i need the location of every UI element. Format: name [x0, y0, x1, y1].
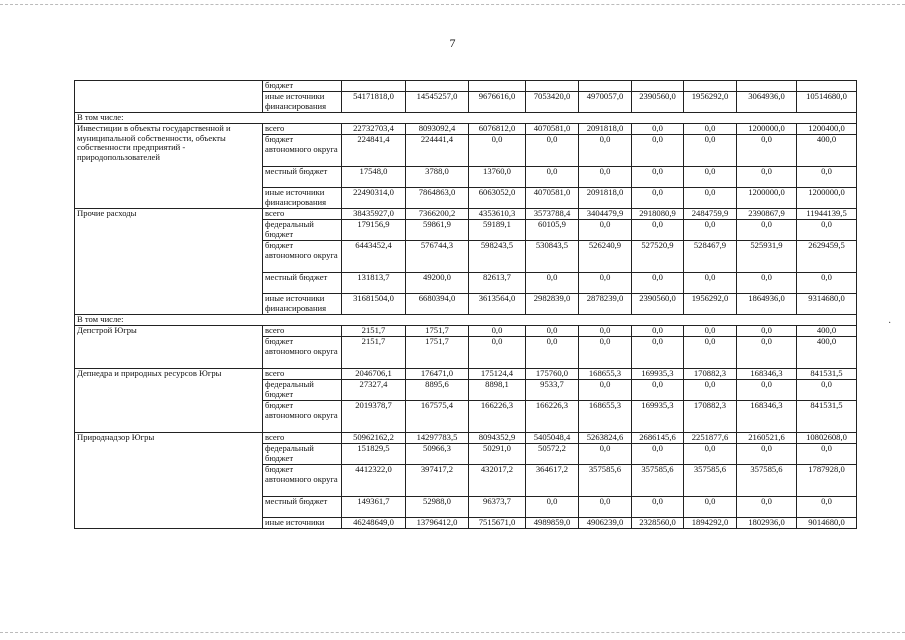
value-cell: 168346,3 [737, 369, 797, 380]
value-cell [737, 81, 797, 92]
value-cell: 0,0 [737, 273, 797, 294]
value-cell: 8094352,9 [469, 433, 526, 444]
value-cell: 1200000,0 [797, 188, 857, 209]
value-cell: 2091818,0 [579, 188, 632, 209]
value-cell: 151829,5 [342, 444, 406, 465]
value-cell [684, 81, 737, 92]
value-cell: 0,0 [737, 220, 797, 241]
value-cell: 166226,3 [526, 401, 579, 433]
value-cell: 0,0 [526, 273, 579, 294]
value-cell: 2390867,9 [737, 209, 797, 220]
value-cell: 397417,2 [406, 465, 469, 497]
value-cell: 0,0 [797, 444, 857, 465]
value-cell: 168655,3 [579, 369, 632, 380]
value-cell: 0,0 [526, 135, 579, 167]
value-cell: 9014680,0 [797, 518, 857, 529]
value-cell: 400,0 [797, 326, 857, 337]
value-cell: 357585,6 [737, 465, 797, 497]
value-cell: 38435927,0 [342, 209, 406, 220]
value-cell: 4353610,3 [469, 209, 526, 220]
value-cell: 0,0 [684, 135, 737, 167]
value-cell: 0,0 [579, 273, 632, 294]
value-cell: 96373,7 [469, 497, 526, 518]
value-cell: 176471,0 [406, 369, 469, 380]
value-cell: 0,0 [579, 380, 632, 401]
value-cell: 0,0 [684, 337, 737, 369]
value-cell: 0,0 [632, 167, 684, 188]
value-cell: 4412322,0 [342, 465, 406, 497]
value-cell: 13796412,0 [406, 518, 469, 529]
value-cell: 0,0 [579, 135, 632, 167]
funding-source-cell: местный бюджет [263, 167, 342, 188]
item-name-cell: Депнедра и природных ресурсов Югры [75, 369, 263, 433]
value-cell: 0,0 [632, 326, 684, 337]
value-cell: 17548,0 [342, 167, 406, 188]
item-name-cell [75, 81, 263, 113]
value-cell: 6076812,0 [469, 124, 526, 135]
funding-source-cell: иные источники финансирования [263, 294, 342, 315]
table-row [75, 124, 857, 135]
funding-source-cell: федеральный бюджет [263, 444, 342, 465]
value-cell: 2982839,0 [526, 294, 579, 315]
value-cell: 50962162,2 [342, 433, 406, 444]
value-cell: 166226,3 [469, 401, 526, 433]
value-cell: 0,0 [797, 273, 857, 294]
funding-source-cell: бюджет автономного округа [263, 337, 342, 369]
value-cell: 432017,2 [469, 465, 526, 497]
value-cell: 179156,9 [342, 220, 406, 241]
value-cell: 576744,3 [406, 241, 469, 273]
value-cell: 0,0 [684, 497, 737, 518]
scan-edge-top [0, 4, 905, 5]
value-cell: 4970057,0 [579, 92, 632, 113]
funding-source-cell: бюджет автономного округа [263, 135, 342, 167]
value-cell: 0,0 [579, 326, 632, 337]
table-row [75, 209, 857, 220]
value-cell: 3404479,9 [579, 209, 632, 220]
value-cell: 0,0 [737, 380, 797, 401]
value-cell: 0,0 [632, 380, 684, 401]
value-cell: 0,0 [526, 326, 579, 337]
value-cell: 4906239,0 [579, 518, 632, 529]
value-cell: 175760,0 [526, 369, 579, 380]
value-cell [526, 81, 579, 92]
value-cell: 2484759,9 [684, 209, 737, 220]
value-cell [469, 81, 526, 92]
funding-source-cell: всего [263, 326, 342, 337]
value-cell: 4070581,0 [526, 188, 579, 209]
item-name-cell: Депстрой Югры [75, 326, 263, 369]
value-cell: 1802936,0 [737, 518, 797, 529]
value-cell: 2151,7 [342, 326, 406, 337]
section-heading: В том числе: [75, 113, 857, 124]
value-cell: 3064936,0 [737, 92, 797, 113]
value-cell: 8093092,4 [406, 124, 469, 135]
value-cell: 50572,2 [526, 444, 579, 465]
value-cell: 169935,3 [632, 401, 684, 433]
value-cell: 50966,3 [406, 444, 469, 465]
value-cell: 31681504,0 [342, 294, 406, 315]
value-cell: 0,0 [737, 326, 797, 337]
value-cell: 0,0 [737, 337, 797, 369]
value-cell: 0,0 [737, 135, 797, 167]
value-cell: 0,0 [579, 167, 632, 188]
value-cell: 7366200,2 [406, 209, 469, 220]
value-cell: 400,0 [797, 135, 857, 167]
value-cell: 0,0 [632, 135, 684, 167]
value-cell: 0,0 [579, 337, 632, 369]
value-cell: 5405048,4 [526, 433, 579, 444]
value-cell: 22732703,4 [342, 124, 406, 135]
funding-source-cell: бюджет автономного округа [263, 465, 342, 497]
value-cell: 0,0 [797, 497, 857, 518]
value-cell: 0,0 [632, 337, 684, 369]
value-cell: 0,0 [632, 497, 684, 518]
value-cell: 82613,7 [469, 273, 526, 294]
value-cell: 14545257,0 [406, 92, 469, 113]
value-cell: 525931,9 [737, 241, 797, 273]
margin-mark: · [888, 318, 892, 329]
value-cell: 10802608,0 [797, 433, 857, 444]
value-cell: 530843,5 [526, 241, 579, 273]
value-cell: 9533,7 [526, 380, 579, 401]
value-cell: 2019378,7 [342, 401, 406, 433]
value-cell: 224841,4 [342, 135, 406, 167]
value-cell: 131813,7 [342, 273, 406, 294]
value-cell: 1787928,0 [797, 465, 857, 497]
value-cell: 2918080,9 [632, 209, 684, 220]
value-cell: 0,0 [737, 497, 797, 518]
value-cell: 2878239,0 [579, 294, 632, 315]
value-cell [342, 81, 406, 92]
value-cell: 2160521,6 [737, 433, 797, 444]
value-cell: 0,0 [632, 188, 684, 209]
value-cell: 27327,4 [342, 380, 406, 401]
value-cell: 0,0 [579, 220, 632, 241]
value-cell: 6680394,0 [406, 294, 469, 315]
table-row [75, 326, 857, 337]
value-cell: 2390560,0 [632, 294, 684, 315]
value-cell: 6443452,4 [342, 241, 406, 273]
value-cell: 8898,1 [469, 380, 526, 401]
value-cell: 1864936,0 [737, 294, 797, 315]
value-cell: 0,0 [632, 124, 684, 135]
value-cell: 528467,9 [684, 241, 737, 273]
table-row [75, 433, 857, 444]
section-row [75, 315, 857, 326]
item-name-cell: Прочие расходы [75, 209, 263, 315]
funding-source-cell: федеральный бюджет [263, 380, 342, 401]
value-cell: 357585,6 [579, 465, 632, 497]
value-cell: 0,0 [684, 124, 737, 135]
funding-source-cell: бюджет автономного округа [263, 401, 342, 433]
value-cell: 0,0 [632, 273, 684, 294]
value-cell: 49200,0 [406, 273, 469, 294]
value-cell: 0,0 [684, 220, 737, 241]
value-cell: 168655,3 [579, 401, 632, 433]
value-cell: 0,0 [526, 167, 579, 188]
value-cell: 52988,0 [406, 497, 469, 518]
value-cell: 2091818,0 [579, 124, 632, 135]
item-name-cell: Природнадзор Югры [75, 433, 263, 529]
value-cell: 167575,4 [406, 401, 469, 433]
value-cell: 400,0 [797, 337, 857, 369]
value-cell: 54171818,0 [342, 92, 406, 113]
value-cell: 1200400,0 [797, 124, 857, 135]
value-cell: 0,0 [526, 337, 579, 369]
value-cell [579, 81, 632, 92]
value-cell: 2151,7 [342, 337, 406, 369]
value-cell: 0,0 [797, 167, 857, 188]
value-cell: 1956292,0 [684, 92, 737, 113]
funding-source-cell: всего [263, 209, 342, 220]
funding-source-cell: местный бюджет [263, 497, 342, 518]
value-cell: 2328560,0 [632, 518, 684, 529]
value-cell: 2251877,6 [684, 433, 737, 444]
value-cell: 224441,4 [406, 135, 469, 167]
value-cell: 0,0 [632, 220, 684, 241]
value-cell: 46248649,0 [342, 518, 406, 529]
value-cell: 6063052,0 [469, 188, 526, 209]
value-cell: 4989859,0 [526, 518, 579, 529]
value-cell: 9676616,0 [469, 92, 526, 113]
budget-table-body [75, 81, 857, 529]
value-cell: 1200000,0 [737, 124, 797, 135]
table-row [75, 81, 857, 92]
value-cell: 841531,5 [797, 401, 857, 433]
value-cell: 841531,5 [797, 369, 857, 380]
value-cell: 0,0 [797, 220, 857, 241]
value-cell: 0,0 [684, 188, 737, 209]
value-cell: 8895,6 [406, 380, 469, 401]
value-cell: 59861,9 [406, 220, 469, 241]
funding-source-cell: иные источники финансирования [263, 188, 342, 209]
scan-edge-bottom [0, 632, 905, 633]
funding-source-cell: федеральный бюджет [263, 220, 342, 241]
value-cell: 170882,3 [684, 369, 737, 380]
item-name-cell: Инвестиции в объекты государственной и муниципальной собственности, объекты собственности предприятий - природопользователей [75, 124, 263, 209]
value-cell: 59189,1 [469, 220, 526, 241]
value-cell: 22490314,0 [342, 188, 406, 209]
value-cell: 0,0 [469, 326, 526, 337]
value-cell: 364617,2 [526, 465, 579, 497]
value-cell: 14297783,5 [406, 433, 469, 444]
value-cell: 149361,7 [342, 497, 406, 518]
value-cell: 2390560,0 [632, 92, 684, 113]
value-cell: 50291,0 [469, 444, 526, 465]
value-cell: 169935,3 [632, 369, 684, 380]
funding-source-cell: бюджет автономного округа [263, 241, 342, 273]
value-cell: 0,0 [684, 380, 737, 401]
value-cell: 7053420,0 [526, 92, 579, 113]
value-cell [632, 81, 684, 92]
value-cell: 0,0 [737, 167, 797, 188]
value-cell: 0,0 [684, 326, 737, 337]
value-cell: 0,0 [684, 273, 737, 294]
value-cell: 0,0 [579, 444, 632, 465]
value-cell: 13760,0 [469, 167, 526, 188]
funding-source-cell: всего [263, 433, 342, 444]
value-cell: 0,0 [632, 444, 684, 465]
page-number: 7 [449, 36, 456, 50]
value-cell: 0,0 [797, 380, 857, 401]
value-cell: 60105,9 [526, 220, 579, 241]
value-cell: 0,0 [684, 167, 737, 188]
value-cell: 2046706,1 [342, 369, 406, 380]
value-cell: 0,0 [579, 497, 632, 518]
value-cell: 526240,9 [579, 241, 632, 273]
section-row [75, 113, 857, 124]
funding-source-cell: бюджет [263, 81, 342, 92]
value-cell: 0,0 [469, 337, 526, 369]
value-cell: 3613564,0 [469, 294, 526, 315]
value-cell: 598243,5 [469, 241, 526, 273]
value-cell: 0,0 [526, 497, 579, 518]
value-cell: 1956292,0 [684, 294, 737, 315]
value-cell: 3573788,4 [526, 209, 579, 220]
value-cell: 4070581,0 [526, 124, 579, 135]
value-cell: 7515671,0 [469, 518, 526, 529]
value-cell [406, 81, 469, 92]
value-cell: 175124,4 [469, 369, 526, 380]
funding-source-cell: иные источники финансирования [263, 92, 342, 113]
value-cell: 3788,0 [406, 167, 469, 188]
value-cell: 5263824,6 [579, 433, 632, 444]
value-cell: 170882,3 [684, 401, 737, 433]
value-cell: 168346,3 [737, 401, 797, 433]
funding-source-cell: всего [263, 369, 342, 380]
value-cell: 1751,7 [406, 326, 469, 337]
value-cell: 357585,6 [632, 465, 684, 497]
value-cell: 527520,9 [632, 241, 684, 273]
funding-source-cell: иные источники [263, 518, 342, 529]
budget-table [74, 80, 857, 529]
funding-source-cell: местный бюджет [263, 273, 342, 294]
value-cell: 1751,7 [406, 337, 469, 369]
value-cell [797, 81, 857, 92]
value-cell: 0,0 [684, 444, 737, 465]
value-cell: 1894292,0 [684, 518, 737, 529]
table-row [75, 369, 857, 380]
value-cell: 0,0 [469, 135, 526, 167]
value-cell: 357585,6 [684, 465, 737, 497]
value-cell: 1200000,0 [737, 188, 797, 209]
value-cell: 0,0 [737, 444, 797, 465]
value-cell: 2629459,5 [797, 241, 857, 273]
section-heading: В том числе: [75, 315, 857, 326]
value-cell: 2686145,6 [632, 433, 684, 444]
value-cell: 7864863,0 [406, 188, 469, 209]
value-cell: 11944139,5 [797, 209, 857, 220]
value-cell: 10514680,0 [797, 92, 857, 113]
funding-source-cell: всего [263, 124, 342, 135]
value-cell: 9314680,0 [797, 294, 857, 315]
